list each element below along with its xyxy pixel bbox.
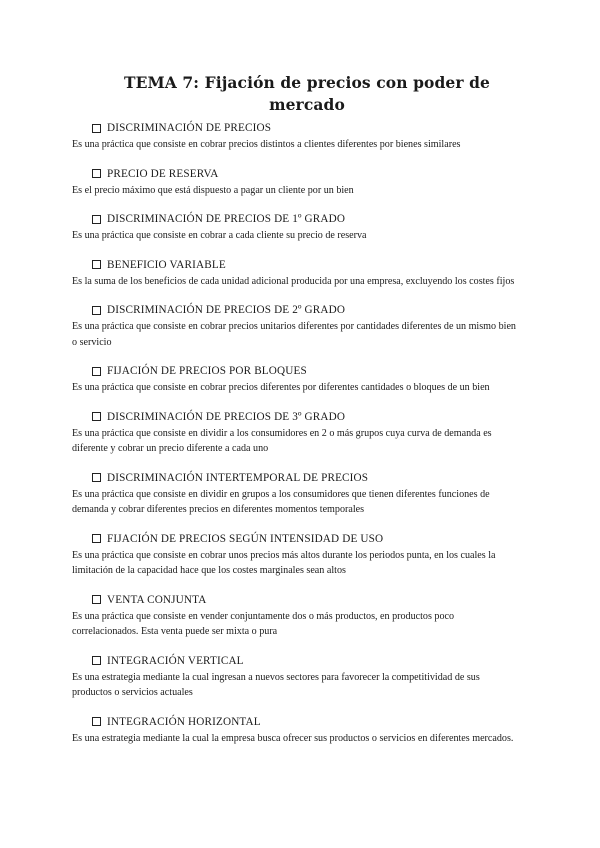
document-title: TEMA 7: Fijación de precios con poder de mercado	[123, 73, 491, 114]
checkbox-icon[interactable]	[92, 595, 101, 604]
entry	[72, 470, 528, 518]
entry	[72, 302, 528, 350]
term-definition: Es una práctica que consiste en vender conjuntamente dos o más productos, en productos poco correlacionados. Esta venta puede ser mixta o pura	[72, 610, 455, 637]
term-label: DISCRIMINACIÓN DE PRECIOS DE 2º GRADO	[107, 304, 346, 316]
entry	[72, 257, 528, 290]
term-definition: Es el precio máximo que está dispuesto a pagar un cliente por un bien	[72, 184, 354, 196]
term-row	[72, 211, 528, 227]
term-row	[72, 714, 528, 730]
term-definition: Es una estrategia mediante la cual ingresan a nuevos sectores para favorecer la competitividad de sus productos o servicios actuales	[72, 671, 480, 698]
term-row	[72, 592, 528, 608]
checkbox-icon[interactable]	[92, 717, 101, 726]
term-label: DISCRIMINACIÓN DE PRECIOS DE 3º GRADO	[107, 410, 346, 423]
term-definition: Es una práctica que consiste en dividir a los consumidores en 2 o más grupos cuya curva de demanda es diferente y cobrar un precio diferente a cada uno	[72, 427, 492, 454]
term-label: BENEFICIO VARIABLE	[107, 258, 226, 271]
document-page	[72, 72, 528, 746]
term-definition: Es una práctica que consiste en cobrar precios distintos a clientes diferentes por bienes similares	[72, 139, 461, 150]
entry	[72, 120, 528, 153]
entry	[72, 592, 528, 640]
checkbox-icon[interactable]	[92, 367, 101, 376]
term-label: FIJACIÓN DE PRECIOS POR BLOQUES	[107, 365, 307, 377]
term-definition: Es una práctica que consiste en cobrar a cada cliente su precio de reserva	[72, 230, 367, 241]
term-definition: Es una práctica que consiste en dividir en grupos a los consumidores que tienen diferentes funciones de demanda y cobrar diferentes precios en diferentes momentos temporales	[72, 488, 490, 515]
entry	[72, 166, 528, 199]
checkbox-icon[interactable]	[92, 260, 101, 269]
checkbox-icon[interactable]	[92, 169, 101, 178]
term-label: DISCRIMINACIÓN DE PRECIOS	[107, 122, 272, 134]
term-row	[72, 409, 528, 425]
term-label: FIJACIÓN DE PRECIOS SEGÚN INTENSIDAD DE USO	[107, 532, 384, 545]
entry	[72, 531, 528, 579]
term-definition: Es una práctica que consiste en cobrar unos precios más altos durante los periodos punta, en los cuales la limitación de la capacidad hace que los costes marginales sean altos	[72, 549, 496, 576]
term-label: VENTA CONJUNTA	[107, 593, 207, 606]
term-row	[72, 302, 528, 318]
term-definition: Es una estrategia mediante la cual la empresa busca ofrecer sus productos o servicios en diferentes mercados.	[72, 732, 514, 744]
checkbox-icon[interactable]	[92, 412, 101, 421]
checkbox-icon[interactable]	[92, 215, 101, 224]
entry	[72, 211, 528, 244]
term-label: DISCRIMINACIÓN INTERTEMPORAL DE PRECIOS	[107, 471, 369, 484]
entry	[72, 653, 528, 701]
term-row	[72, 531, 528, 547]
checkbox-icon[interactable]	[92, 306, 101, 315]
term-row	[72, 470, 528, 486]
checkbox-icon[interactable]	[92, 656, 101, 665]
entry	[72, 714, 528, 747]
checkbox-icon[interactable]	[92, 124, 101, 133]
term-row	[72, 257, 528, 273]
term-definition: Es una práctica que consiste en cobrar precios unitarios diferentes por cantidades diferentes de un mismo bien o servicio	[72, 321, 516, 348]
term-label: DISCRIMINACIÓN DE PRECIOS DE 1º GRADO	[107, 213, 346, 225]
entry	[72, 363, 528, 396]
checkbox-icon[interactable]	[92, 534, 101, 543]
entry	[72, 409, 528, 457]
term-label: INTEGRACIÓN HORIZONTAL	[107, 715, 261, 728]
term-row	[72, 363, 528, 379]
term-label: PRECIO DE RESERVA	[107, 167, 219, 180]
term-row	[72, 166, 528, 182]
term-row	[72, 120, 528, 136]
term-row	[72, 653, 528, 669]
term-definition: Es una práctica que consiste en cobrar precios diferentes por diferentes cantidades o bloques de un bien	[72, 382, 490, 393]
checkbox-icon[interactable]	[92, 473, 101, 482]
term-label: INTEGRACIÓN VERTICAL	[107, 654, 244, 667]
term-definition: Es la suma de los beneficios de cada unidad adicional producida por una empresa, excluyendo los costes fijos	[72, 275, 515, 287]
